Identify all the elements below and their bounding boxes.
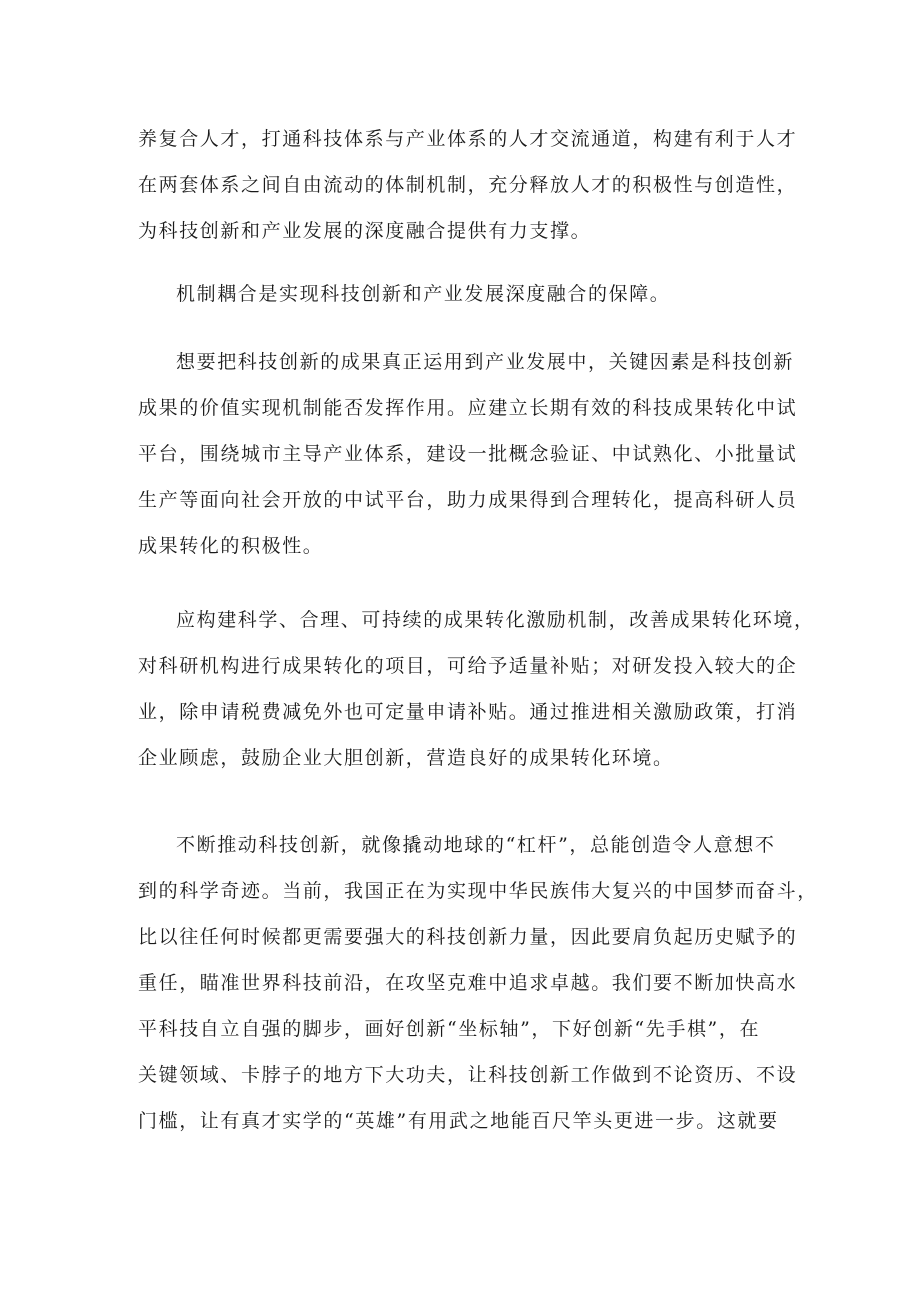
text-line: 比以往任何时候都更需要强大的科技创新力量，因此要肩负起历史赋予的 xyxy=(138,926,798,948)
text-line: 成果的价值实现机制能否发挥作用。应建立长期有效的科技成果转化中试 xyxy=(138,397,798,419)
text-line: 想要把科技创新的成果真正运用到产业发展中，关键因素是科技创新 xyxy=(176,351,795,373)
text-line: 养复合人才，打通科技体系与产业体系的人才交流通道，构建有利于人才 xyxy=(138,128,798,150)
text-line: 为科技创新和产业发展的深度融合提供有力支撑。 xyxy=(138,220,592,242)
text-line: 机制耦合是实现科技创新和产业发展深度融合的保障。 xyxy=(176,283,671,305)
text-line: 生产等面向社会开放的中试平台，助力成果得到合理转化，提高科研人员 xyxy=(138,489,798,511)
text-line: 关键领域、卡脖子的地方下大功夫，让科技创新工作做到不论资历、不设 xyxy=(138,1064,798,1086)
text-line: 到的科学奇迹。当前，我国正在为实现中华民族伟大复兴的中国梦而奋斗， xyxy=(138,880,818,902)
paragraph-mechanism-coupling xyxy=(138,271,788,317)
text-line: 对科研机构进行成果转化的项目，可给予适量补贴；对研发投入较大的企 xyxy=(138,655,798,677)
text-line: 平科技自立自强的脚步，画好创新“坐标轴”，下好创新“先手棋”，在 xyxy=(138,1018,761,1040)
paragraph-pilot-platform xyxy=(138,339,798,569)
paragraph-incentive-mechanism xyxy=(138,597,815,781)
paragraph-lever xyxy=(138,822,818,1144)
text-line: 在两套体系之间自由流动的体制机制，充分释放人才的积极性与创造性， xyxy=(138,174,798,196)
text-line: 成果转化的积极性。 xyxy=(138,535,324,557)
text-line: 业，除申请税费减免外也可定量申请补贴。通过推进相关激励政策，打消 xyxy=(138,701,798,723)
text-line: 平台，围绕城市主导产业体系，建设一批概念验证、中试熟化、小批量试 xyxy=(138,443,798,465)
text-line: 企业顾虑，鼓励企业大胆创新，营造良好的成果转化环境。 xyxy=(138,747,674,769)
text-line: 重任，瞄准世界科技前沿，在攻坚克难中追求卓越。我们要不断加快高水 xyxy=(138,972,798,994)
text-line: 不断推动科技创新，就像撬动地球的“杠杆”，总能创造令人意想不 xyxy=(176,834,776,856)
text-line: 门槛，让有真才实学的“英雄”有用武之地能百尺竿头更进一步。这就要 xyxy=(138,1110,779,1132)
paragraph-talent xyxy=(138,116,798,254)
text-line: 应构建科学、合理、可持续的成果转化激励机制，改善成果转化环境， xyxy=(176,609,815,631)
